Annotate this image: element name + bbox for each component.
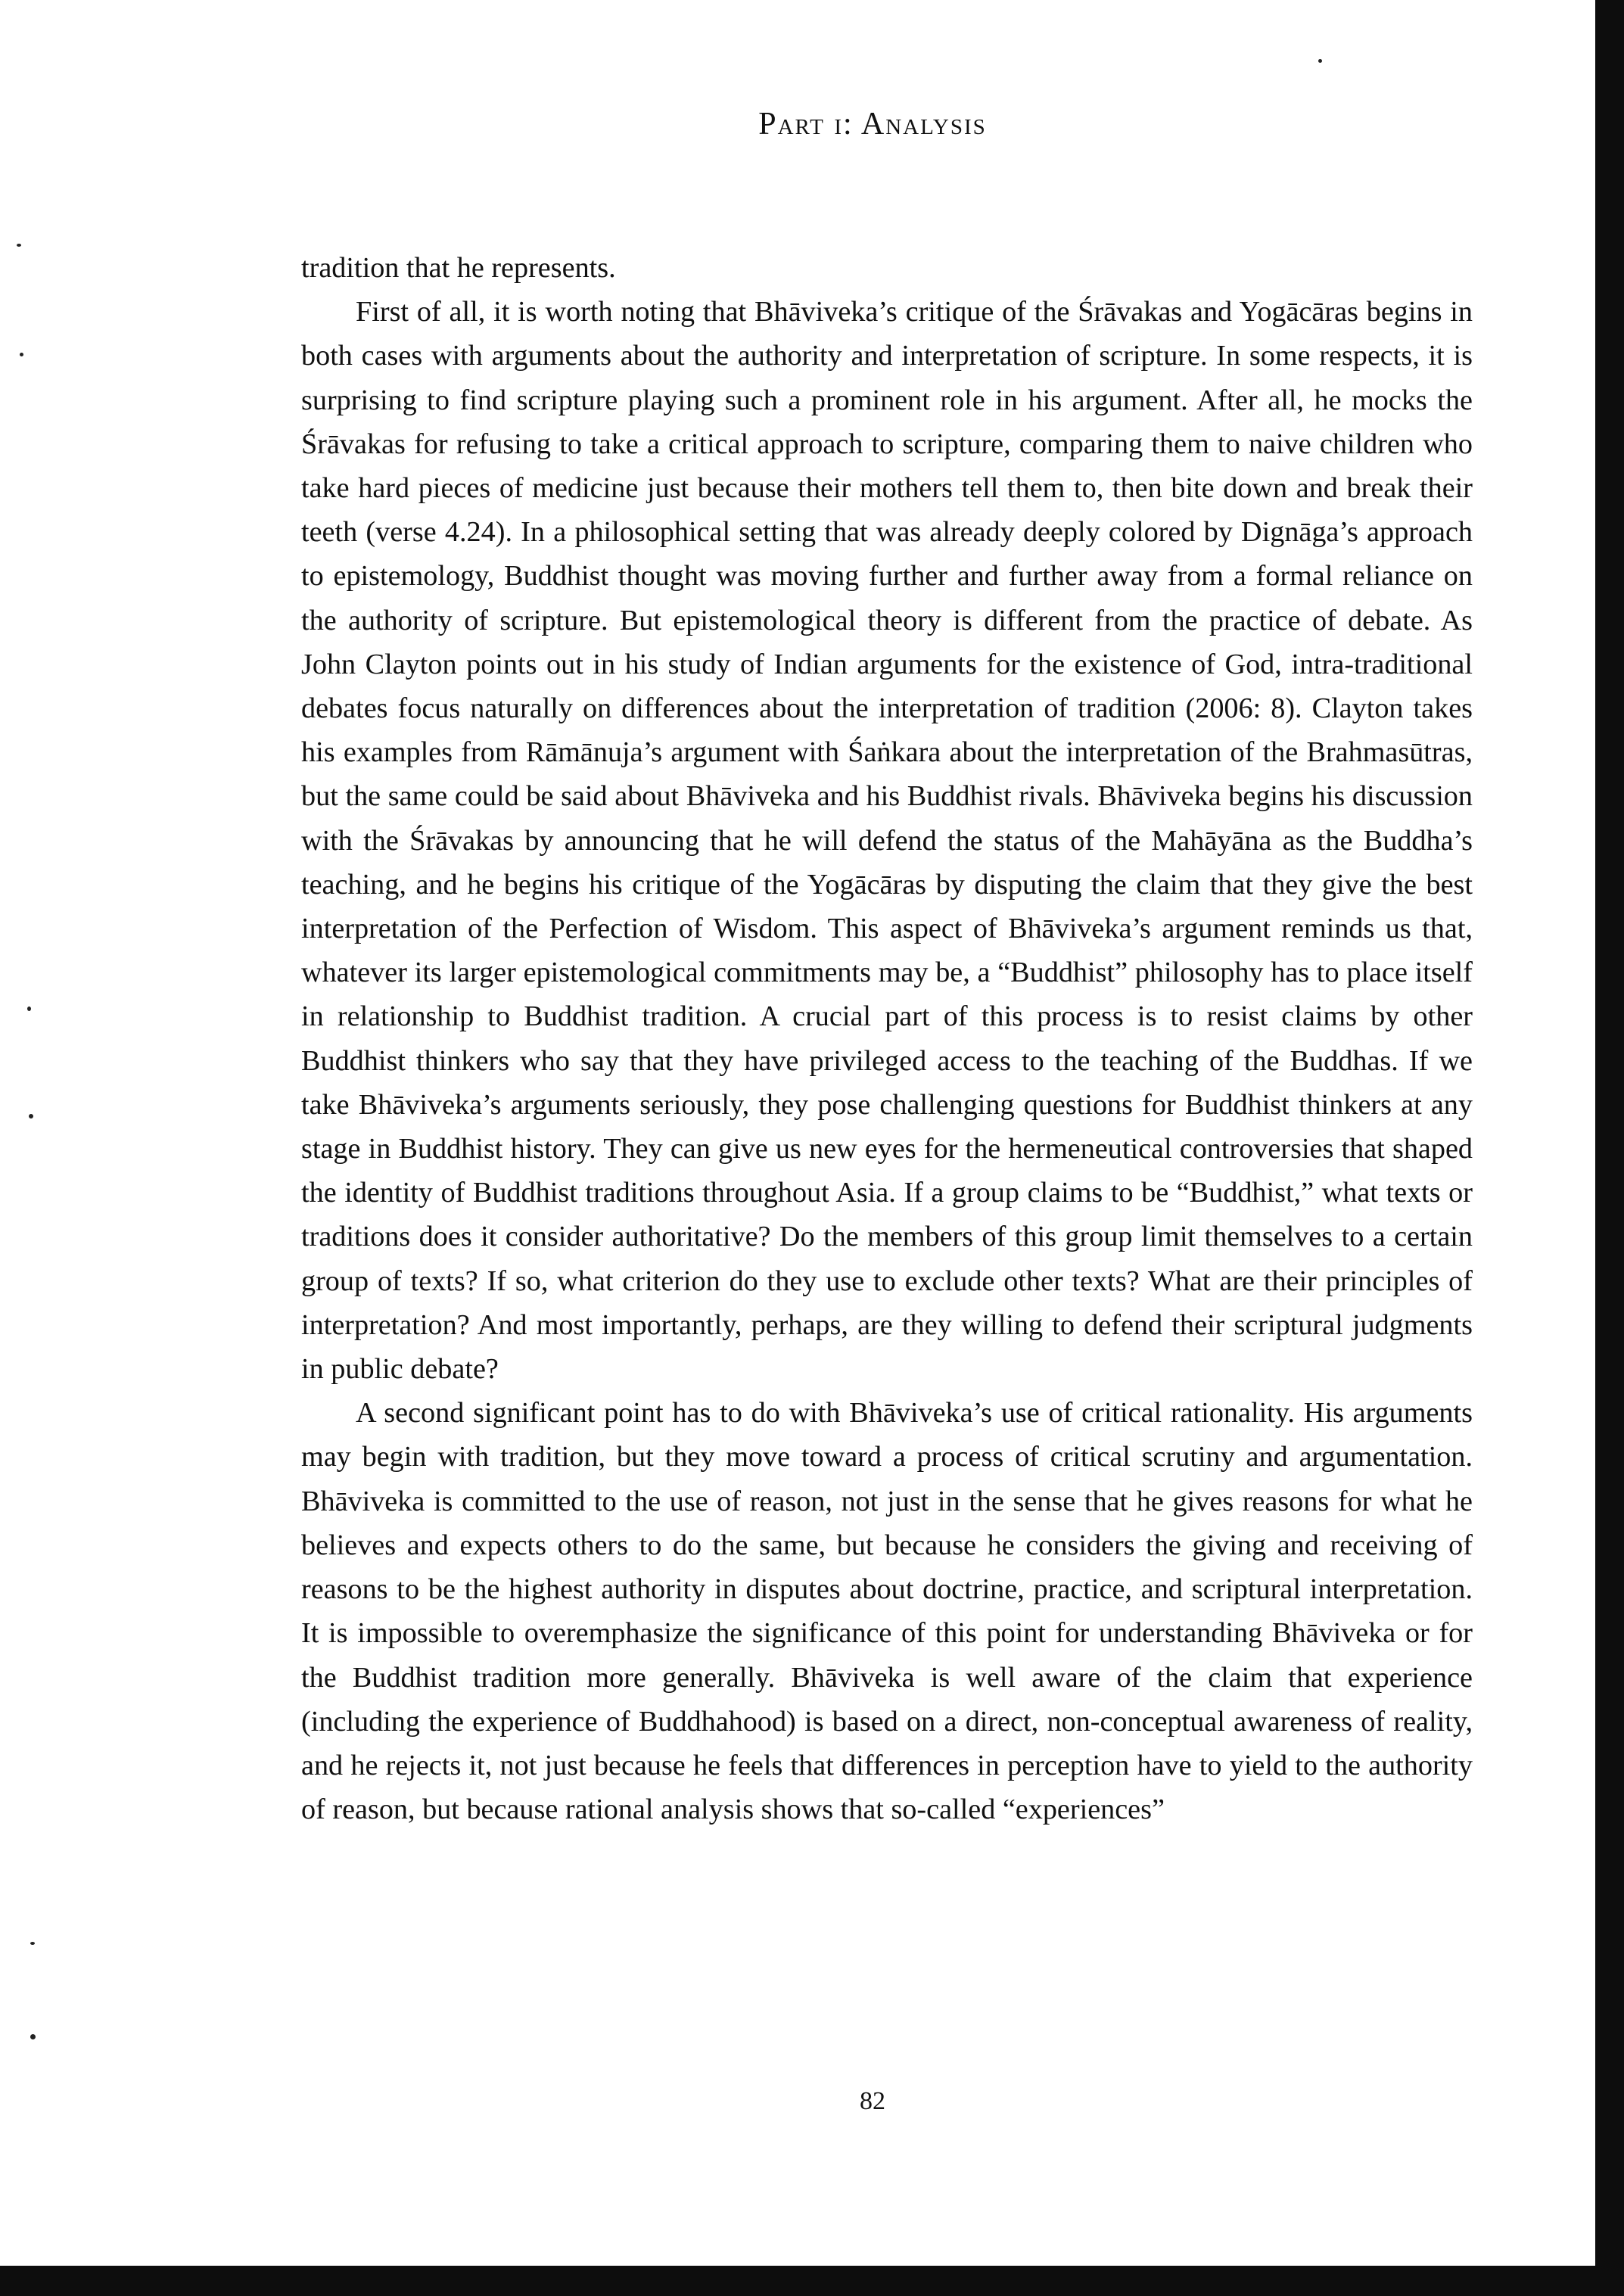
scan-speck: [30, 2034, 36, 2039]
scan-speck: [1318, 59, 1322, 63]
paragraph-rationality: A second significant point has to do with Bhāviveka’s use of critical rationality. His arguments may begin with tradition, but they move toward a process of critical scrutiny and argumentation. Bhāviveka is committed to the use of reason, not just in the sense that he gives reasons for what he believes and expects others to do the same, but because he considers the giving and receiving of reasons to be the highest authority in disputes about doctrine, practice, and scriptural interpretation. It is impossible to overemphasize the significance of this point for understanding Bhāviveka or for the Buddhist tradition more generally. Bhāviveka is well aware of the claim that experience (including the experience of Buddhahood) is based on a direct, non-conceptual awareness of reality, and he rejects it, not just because he feels that differences in perception have to yield to the authority of reason, but because rational analysis shows that so-called “experiences”: [301, 1397, 1473, 1826]
scan-speck: [20, 353, 23, 356]
scan-speck: [17, 244, 21, 247]
scan-speck: [29, 1114, 33, 1118]
body-text: [301, 246, 1473, 1831]
paragraph-continuation: tradition that he represents.: [301, 252, 616, 284]
running-head: Part i: Analysis: [758, 107, 987, 142]
page-number: 82: [860, 2087, 885, 2115]
paragraph-scripture: First of all, it is worth noting that Bhāviveka’s critique of the Śrāvakas and Yogācāras begins in both cases with arguments about the authority and interpretation of scripture. In some respects, it is surprising to find scripture playing such a prominent role in his argument. After all, he mocks the Śrāvakas for refusing to take a critical approach to scripture, comparing them to naive children who take hard pieces of medicine just because their mothers tell them to, then bite down and break their teeth (verse 4.24). In a philosophical setting that was already deeply colored by Dignāga’s approach to epistemology, Buddhist thought was moving further and further away from a formal reliance on the authority of scripture. But epistemological theory is different from the practice of debate. As John Clayton points out in his study of Indian arguments for the existence of God, intra-traditional debates focus naturally on differences about the interpretation of tradition (2006: 8). Clayton takes his examples from Rāmānuja’s argument with Śaṅkara about the interpretation of the Brahmasūtras, but the same could be said about Bhāviveka and his Buddhist rivals. Bhāviveka begins his discussion with the Śrāvakas by announcing that he will defend the status of the Mahāyāna as the Buddha’s teaching, and he begins his critique of the Yogācāras by disputing the claim that they give the best interpretation of the Perfection of Wisdom. This aspect of Bhāviveka’s argument reminds us that, whatever its larger epistemological commitments may be, a “Buddhist” philosophy has to place itself in relationship to Buddhist tradition. A crucial part of this process is to resist claims by other Buddhist thinkers who say that they have privileged access to the teaching of the Buddhas. If we take Bhāviveka’s arguments seriously, they pose challenging questions for Buddhist thinkers at any stage in Buddhist history. They can give us new eyes for the hermeneutical controversies that shaped the identity of Buddhist traditions throughout Asia. If a group claims to be “Buddhist,” what texts or traditions does it consider authoritative? Do the members of this group limit themselves to a certain group of texts? If so, what criterion do they use to exclude other texts? What are their principles of interpretation? And most importantly, perhaps, are they willing to defend their scriptural judgments in public debate?: [301, 296, 1473, 1386]
scan-speck: [27, 1006, 31, 1011]
scan-speck: [30, 1942, 35, 1945]
